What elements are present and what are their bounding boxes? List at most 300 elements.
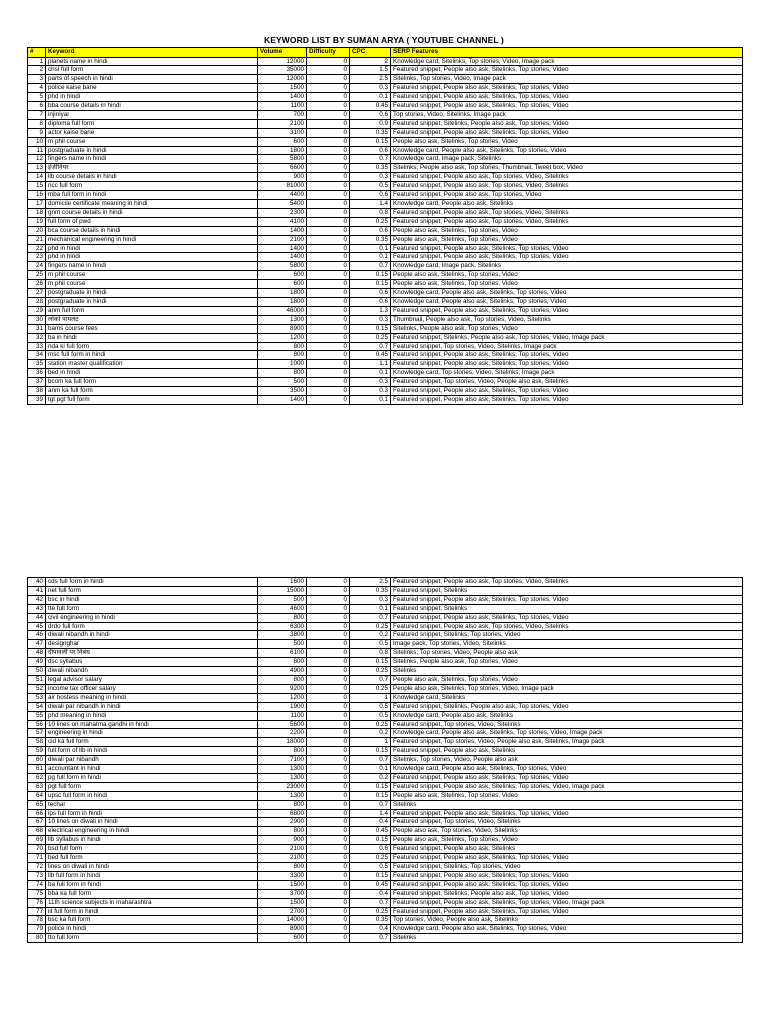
cell-num: 60 — [28, 756, 46, 765]
cell-num: 53 — [28, 693, 46, 702]
cell-num: 48 — [28, 649, 46, 658]
cell-num: 24 — [28, 262, 46, 271]
cell-cpc: 1.3 — [350, 306, 391, 315]
header-row — [28, 48, 743, 58]
cell-difficulty: 0 — [307, 306, 350, 315]
cell-num: 5 — [28, 93, 46, 102]
cell-volume: 1500 — [258, 898, 307, 907]
cell-num: 41 — [28, 586, 46, 595]
cell-cpc: 1.1 — [350, 360, 391, 369]
cell-difficulty: 0 — [307, 342, 350, 351]
cell-difficulty: 0 — [307, 173, 350, 182]
table-row — [28, 889, 743, 898]
cell-serp-features: People also ask, Sitelinks, Top stories, Video — [391, 675, 743, 684]
cell-volume: 5800 — [258, 262, 307, 271]
cell-difficulty: 0 — [307, 351, 350, 360]
cell-serp-features: Featured snippet, Top stories, Video, Sitelinks, Image pack — [391, 342, 743, 351]
cell-volume: 4600 — [258, 604, 307, 613]
cell-difficulty: 0 — [307, 586, 350, 595]
cell-cpc: 0.7 — [350, 262, 391, 271]
cell-serp-features: People also ask, Sitelinks, Top stories, Video — [391, 271, 743, 280]
table-row — [28, 146, 743, 155]
cell-num: 70 — [28, 845, 46, 854]
table-row — [28, 658, 743, 667]
cell-keyword: phd in hindi — [46, 244, 258, 253]
cell-difficulty: 0 — [307, 110, 350, 119]
cell-keyword: tte full form — [46, 604, 258, 613]
table-row — [28, 693, 743, 702]
cell-difficulty: 0 — [307, 75, 350, 84]
cell-keyword: engineering in hindi — [46, 729, 258, 738]
cell-num: 76 — [28, 898, 46, 907]
cell-cpc: 0.7 — [350, 898, 391, 907]
cell-num: 30 — [28, 315, 46, 324]
cell-serp-features: People also ask, Sitelinks, Top stories, Video — [391, 235, 743, 244]
cell-difficulty: 0 — [307, 613, 350, 622]
cell-difficulty: 0 — [307, 693, 350, 702]
cell-num: 6 — [28, 102, 46, 111]
cell-difficulty: 0 — [307, 711, 350, 720]
cell-cpc: 1.5 — [350, 66, 391, 75]
cell-serp-features: Featured snippet, People also ask, Sitelinks, Top stories, Video — [391, 880, 743, 889]
cell-volume: 1800 — [258, 289, 307, 298]
cell-keyword: mba full form in hindi — [46, 191, 258, 200]
table-row — [28, 164, 743, 173]
cell-cpc: 2.5 — [350, 75, 391, 84]
cell-num: 25 — [28, 271, 46, 280]
table-row — [28, 262, 743, 271]
table-row — [28, 613, 743, 622]
cell-keyword: diwali nibandh in hindi — [46, 631, 258, 640]
cell-cpc: 2.5 — [350, 578, 391, 587]
cell-keyword: police kaise bane — [46, 84, 258, 93]
cell-difficulty: 0 — [307, 155, 350, 164]
table-row — [28, 200, 743, 209]
cell-num: 40 — [28, 578, 46, 587]
cell-cpc: 0.6 — [350, 146, 391, 155]
cell-num: 32 — [28, 333, 46, 342]
cell-cpc: 1 — [350, 693, 391, 702]
cell-difficulty: 0 — [307, 578, 350, 587]
cell-num: 43 — [28, 604, 46, 613]
cell-num: 9 — [28, 128, 46, 137]
cell-num: 16 — [28, 191, 46, 200]
cell-cpc: 0.7 — [350, 675, 391, 684]
cell-cpc: 0.5 — [350, 863, 391, 872]
cell-serp-features: Featured snippet, People also ask, Sitelinks, Top stories, Video — [391, 93, 743, 102]
cell-num: 67 — [28, 818, 46, 827]
cell-num: 75 — [28, 889, 46, 898]
cell-serp-features: Featured snippet, People also ask, Sitelinks, Top stories, Video, Image pack — [391, 898, 743, 907]
cell-keyword: bams course fees — [46, 324, 258, 333]
cell-cpc: 0.6 — [350, 226, 391, 235]
cell-num: 35 — [28, 360, 46, 369]
cell-difficulty: 0 — [307, 729, 350, 738]
cell-volume: 1300 — [258, 791, 307, 800]
cell-num: 63 — [28, 782, 46, 791]
cell-volume: 3300 — [258, 871, 307, 880]
cell-keyword: income tax officer salary — [46, 684, 258, 693]
cell-volume: 46000 — [258, 306, 307, 315]
cell-volume: 4900 — [258, 667, 307, 676]
table-row — [28, 75, 743, 84]
cell-difficulty: 0 — [307, 217, 350, 226]
cell-num: 62 — [28, 773, 46, 782]
cell-volume: 1100 — [258, 102, 307, 111]
cell-cpc: 0.25 — [350, 907, 391, 916]
cell-difficulty: 0 — [307, 253, 350, 262]
table-row — [28, 765, 743, 774]
cell-difficulty: 0 — [307, 297, 350, 306]
table-row — [28, 622, 743, 631]
cell-difficulty: 0 — [307, 244, 350, 253]
cell-volume: 14000 — [258, 916, 307, 925]
cell-serp-features: Sitelinks — [391, 667, 743, 676]
cell-cpc: 2 — [350, 57, 391, 66]
cell-serp-features: Featured snippet, People also ask, Sitelinks, Top stories, Video — [391, 244, 743, 253]
header-difficulty: Difficulty — [307, 48, 350, 58]
cell-volume: 900 — [258, 173, 307, 182]
cell-cpc: 0.35 — [350, 916, 391, 925]
cell-serp-features: Featured snippet, Top stories, Video, People also ask, Sitelinks, Image pack — [391, 738, 743, 747]
cell-serp-features: Featured snippet, People also ask, Top stories, Video, Sitelinks — [391, 622, 743, 631]
table-row — [28, 333, 743, 342]
cell-volume: 23000 — [258, 782, 307, 791]
cell-keyword: diwali par nibandh in hindi — [46, 702, 258, 711]
cell-num: 2 — [28, 66, 46, 75]
cell-cpc: 0.2 — [350, 631, 391, 640]
cell-cpc: 0.4 — [350, 925, 391, 934]
cell-serp-features: Featured snippet, People also ask, Sitelinks, Top stories, Video — [391, 907, 743, 916]
cell-cpc: 1.4 — [350, 809, 391, 818]
cell-cpc: 0.3 — [350, 378, 391, 387]
cell-volume: 4100 — [258, 217, 307, 226]
cell-cpc: 0.4 — [350, 818, 391, 827]
cell-num: 77 — [28, 907, 46, 916]
table-row — [28, 395, 743, 404]
cell-volume: 500 — [258, 640, 307, 649]
cell-volume: 1400 — [258, 226, 307, 235]
cell-volume: 8900 — [258, 324, 307, 333]
cell-volume: 600 — [258, 934, 307, 943]
cell-difficulty: 0 — [307, 191, 350, 200]
cell-cpc: 0.6 — [350, 289, 391, 298]
cell-cpc: 0.7 — [350, 342, 391, 351]
cell-volume: 81000 — [258, 182, 307, 191]
cell-serp-features: Sitelinks — [391, 800, 743, 809]
table-row — [28, 595, 743, 604]
cell-difficulty: 0 — [307, 756, 350, 765]
cell-serp-features: Featured snippet, People also ask, Sitelinks, Top stories, Video — [391, 809, 743, 818]
cell-keyword: m phil course — [46, 137, 258, 146]
table-row — [28, 155, 743, 164]
cell-keyword: bcom ka full form — [46, 378, 258, 387]
cell-num: 44 — [28, 613, 46, 622]
table-row — [28, 631, 743, 640]
cell-volume: 2100 — [258, 119, 307, 128]
cell-volume: 1800 — [258, 146, 307, 155]
cell-difficulty: 0 — [307, 200, 350, 209]
cell-serp-features: Featured snippet, Top stories, Video, Sitelinks — [391, 720, 743, 729]
table-row — [28, 738, 743, 747]
cell-serp-features: Featured snippet, People also ask, Top stories, Video, Sitelinks — [391, 182, 743, 191]
cell-serp-features: Featured snippet, People also ask, Top stories, Video, Sitelinks — [391, 217, 743, 226]
cell-keyword: m phil course — [46, 271, 258, 280]
table-row — [28, 324, 743, 333]
cell-difficulty: 0 — [307, 889, 350, 898]
cell-serp-features: People also ask, Sitelinks, Top stories, Video — [391, 836, 743, 845]
cell-difficulty: 0 — [307, 271, 350, 280]
cell-cpc: 0.15 — [350, 271, 391, 280]
cell-difficulty: 0 — [307, 208, 350, 217]
cell-num: 7 — [28, 110, 46, 119]
cell-difficulty: 0 — [307, 854, 350, 863]
cell-cpc: 0.2 — [350, 773, 391, 782]
cell-cpc: 0.5 — [350, 711, 391, 720]
cell-volume: 600 — [258, 137, 307, 146]
cell-difficulty: 0 — [307, 738, 350, 747]
table-row — [28, 845, 743, 854]
cell-num: 8 — [28, 119, 46, 128]
cell-serp-features: Featured snippet, People also ask, Sitelinks — [391, 845, 743, 854]
cell-keyword: tgt pgt full form — [46, 395, 258, 404]
cell-serp-features: Featured snippet, People also ask, Sitelinks, Top stories, Video — [391, 253, 743, 262]
cell-keyword: nda ki full form — [46, 342, 258, 351]
cell-serp-features: Featured snippet, Sitelinks, People also ask, Top stories, Video — [391, 119, 743, 128]
cell-keyword: 10 lines on diwali in hindi — [46, 818, 258, 827]
table-row — [28, 720, 743, 729]
cell-serp-features: Knowledge card, People also ask, Sitelinks, Top stories, Video — [391, 925, 743, 934]
header-cpc: CPC — [350, 48, 391, 58]
cell-volume: 800 — [258, 863, 307, 872]
cell-volume: 6600 — [258, 164, 307, 173]
cell-volume: 1100 — [258, 711, 307, 720]
cell-cpc: 0.3 — [350, 173, 391, 182]
cell-cpc: 0.45 — [350, 102, 391, 111]
table-row — [28, 854, 743, 863]
cell-serp-features: Featured snippet, Sitelinks — [391, 604, 743, 613]
cell-serp-features: Sitelinks, Top stories, Video, People also ask — [391, 756, 743, 765]
cell-difficulty: 0 — [307, 649, 350, 658]
cell-serp-features: Knowledge card, Image pack, Sitelinks — [391, 262, 743, 271]
cell-keyword: gnm course details in hindi — [46, 208, 258, 217]
cell-serp-features: Sitelinks, People also ask, Top stories, Video — [391, 324, 743, 333]
cell-volume: 6100 — [258, 649, 307, 658]
cell-num: 42 — [28, 595, 46, 604]
table-row — [28, 360, 743, 369]
cell-keyword: msc full form in hindi — [46, 351, 258, 360]
cell-serp-features: Featured snippet, People also ask, Sitelinks, Top stories, Video — [391, 360, 743, 369]
cell-num: 73 — [28, 871, 46, 880]
cell-serp-features: Featured snippet, People also ask, Sitelinks, Top stories, Video — [391, 66, 743, 75]
cell-keyword: injiniyar — [46, 110, 258, 119]
table-row — [28, 280, 743, 289]
cell-keyword: lines on diwali in hindi — [46, 863, 258, 872]
cell-serp-features: Featured snippet, People also ask, Sitelinks, Top stories, Video — [391, 395, 743, 404]
cell-cpc: 0.15 — [350, 280, 391, 289]
cell-serp-features: People also ask, Sitelinks, Top stories, Video — [391, 280, 743, 289]
cell-difficulty: 0 — [307, 360, 350, 369]
cell-num: 37 — [28, 378, 46, 387]
cell-num: 27 — [28, 289, 46, 298]
cell-difficulty: 0 — [307, 369, 350, 378]
cell-num: 68 — [28, 827, 46, 836]
table-row — [28, 684, 743, 693]
cell-volume: 35000 — [258, 66, 307, 75]
cell-volume: 1600 — [258, 578, 307, 587]
cell-num: 15 — [28, 182, 46, 191]
table-row — [28, 244, 743, 253]
cell-cpc: 0.15 — [350, 782, 391, 791]
cell-difficulty: 0 — [307, 702, 350, 711]
cell-num: 38 — [28, 387, 46, 396]
cell-cpc: 0.25 — [350, 333, 391, 342]
cell-serp-features: People also ask, Sitelinks, Top stories, Video — [391, 226, 743, 235]
cell-serp-features: Knowledge card, People also ask, Sitelinks — [391, 200, 743, 209]
cell-keyword: iit full form in hindi — [46, 907, 258, 916]
cell-difficulty: 0 — [307, 898, 350, 907]
cell-serp-features: Knowledge card, Top stories, Video, Sitelinks, Image pack — [391, 369, 743, 378]
cell-volume: 1400 — [258, 395, 307, 404]
cell-keyword: diploma full form — [46, 119, 258, 128]
cell-keyword: diwali par nibandh — [46, 756, 258, 765]
cell-volume: 1900 — [258, 702, 307, 711]
cell-keyword: ba full form in hindi — [46, 880, 258, 889]
cell-num: 10 — [28, 137, 46, 146]
cell-keyword: bed in hindi — [46, 369, 258, 378]
cell-cpc: 0.6 — [350, 110, 391, 119]
table-row — [28, 586, 743, 595]
cell-volume: 1500 — [258, 880, 307, 889]
cell-num: 50 — [28, 667, 46, 676]
cell-serp-features: People also ask, Sitelinks, Top stories, Video — [391, 791, 743, 800]
table-row — [28, 729, 743, 738]
cell-keyword: actor kaise bane — [46, 128, 258, 137]
cell-keyword: parts of speech in hindi — [46, 75, 258, 84]
cell-cpc: 0.3 — [350, 387, 391, 396]
cell-difficulty: 0 — [307, 791, 350, 800]
cell-serp-features: Sitelinks, People also ask, Top stories, Thumbnail, Tweet box, Video — [391, 164, 743, 173]
cell-difficulty: 0 — [307, 182, 350, 191]
keyword-table-bottom — [27, 577, 743, 943]
cell-serp-features: People also ask, Sitelinks, Top stories, Video, Image pack — [391, 684, 743, 693]
cell-cpc: 0.7 — [350, 155, 391, 164]
cell-difficulty: 0 — [307, 378, 350, 387]
cell-cpc: 0.45 — [350, 827, 391, 836]
table-row — [28, 578, 743, 587]
cell-difficulty: 0 — [307, 93, 350, 102]
cell-num: 1 — [28, 57, 46, 66]
table-row — [28, 667, 743, 676]
cell-keyword: bsc in hindi — [46, 595, 258, 604]
cell-num: 52 — [28, 684, 46, 693]
cell-keyword: m phil course — [46, 280, 258, 289]
cell-serp-features: Knowledge card, People also ask, Sitelinks — [391, 711, 743, 720]
cell-volume: 1200 — [258, 693, 307, 702]
cell-keyword: station master qualification — [46, 360, 258, 369]
cell-volume: 8900 — [258, 925, 307, 934]
cell-num: 79 — [28, 925, 46, 934]
cell-difficulty: 0 — [307, 119, 350, 128]
cell-num: 61 — [28, 765, 46, 774]
cell-cpc: 0.15 — [350, 137, 391, 146]
table-row — [28, 137, 743, 146]
table-row — [28, 836, 743, 845]
cell-volume: 500 — [258, 378, 307, 387]
table-row — [28, 773, 743, 782]
cell-num: 12 — [28, 155, 46, 164]
cell-difficulty: 0 — [307, 871, 350, 880]
cell-volume: 600 — [258, 280, 307, 289]
cell-serp-features: Top stories, Video, Sitelinks, Image pack — [391, 110, 743, 119]
cell-cpc: 0.45 — [350, 351, 391, 360]
cell-volume: 900 — [258, 836, 307, 845]
cell-keyword: phd in hindi — [46, 253, 258, 262]
cell-keyword: llb full form in hindi — [46, 871, 258, 880]
cell-serp-features: Featured snippet, People also ask, Top stories, Video, Sitelinks — [391, 578, 743, 587]
cell-cpc: 0.1 — [350, 765, 391, 774]
cell-volume: 1300 — [258, 765, 307, 774]
cell-difficulty: 0 — [307, 324, 350, 333]
cell-cpc: 0.1 — [350, 604, 391, 613]
cell-volume: 6800 — [258, 809, 307, 818]
table-row — [28, 289, 743, 298]
cell-volume: 3700 — [258, 889, 307, 898]
table-row — [28, 827, 743, 836]
cell-volume: 1300 — [258, 773, 307, 782]
cell-num: 47 — [28, 640, 46, 649]
cell-serp-features: Featured snippet, People also ask, Sitelinks, Top stories, Video — [391, 773, 743, 782]
table-row — [28, 907, 743, 916]
table-row — [28, 235, 743, 244]
cell-volume: 12000 — [258, 57, 307, 66]
table-row — [28, 57, 743, 66]
cell-difficulty: 0 — [307, 800, 350, 809]
cell-serp-features: People also ask, Sitelinks, Top stories, Video — [391, 137, 743, 146]
cell-num: 69 — [28, 836, 46, 845]
cell-volume: 18000 — [258, 738, 307, 747]
cell-keyword: air hostess meaning in hindi — [46, 693, 258, 702]
cell-cpc: 0.35 — [350, 235, 391, 244]
cell-difficulty: 0 — [307, 684, 350, 693]
cell-serp-features: Featured snippet, People also ask, Top stories, Video, Sitelinks — [391, 173, 743, 182]
cell-keyword: domicile certificate meaning in hindi — [46, 200, 258, 209]
cell-difficulty: 0 — [307, 226, 350, 235]
cell-difficulty: 0 — [307, 146, 350, 155]
cell-cpc: 0.4 — [350, 889, 391, 898]
table-row — [28, 217, 743, 226]
cell-keyword: accountant in hindi — [46, 765, 258, 774]
cell-cpc: 0.3 — [350, 595, 391, 604]
cell-keyword: designghar — [46, 640, 258, 649]
cell-cpc: 0.25 — [350, 684, 391, 693]
table-row — [28, 208, 743, 217]
cell-cpc: 0.7 — [350, 756, 391, 765]
cell-difficulty: 0 — [307, 720, 350, 729]
table-row — [28, 102, 743, 111]
cell-serp-features: Featured snippet, People also ask, Sitelinks, Top stories, Video — [391, 102, 743, 111]
table-row — [28, 863, 743, 872]
table-row — [28, 191, 743, 200]
cell-volume: 2900 — [258, 818, 307, 827]
cell-num: 19 — [28, 217, 46, 226]
cell-serp-features: Knowledge card, Image pack, Sitelinks — [391, 155, 743, 164]
cell-volume: 9200 — [258, 684, 307, 693]
cell-num: 28 — [28, 297, 46, 306]
cell-difficulty: 0 — [307, 836, 350, 845]
table-row — [28, 640, 743, 649]
cell-volume: 2100 — [258, 845, 307, 854]
